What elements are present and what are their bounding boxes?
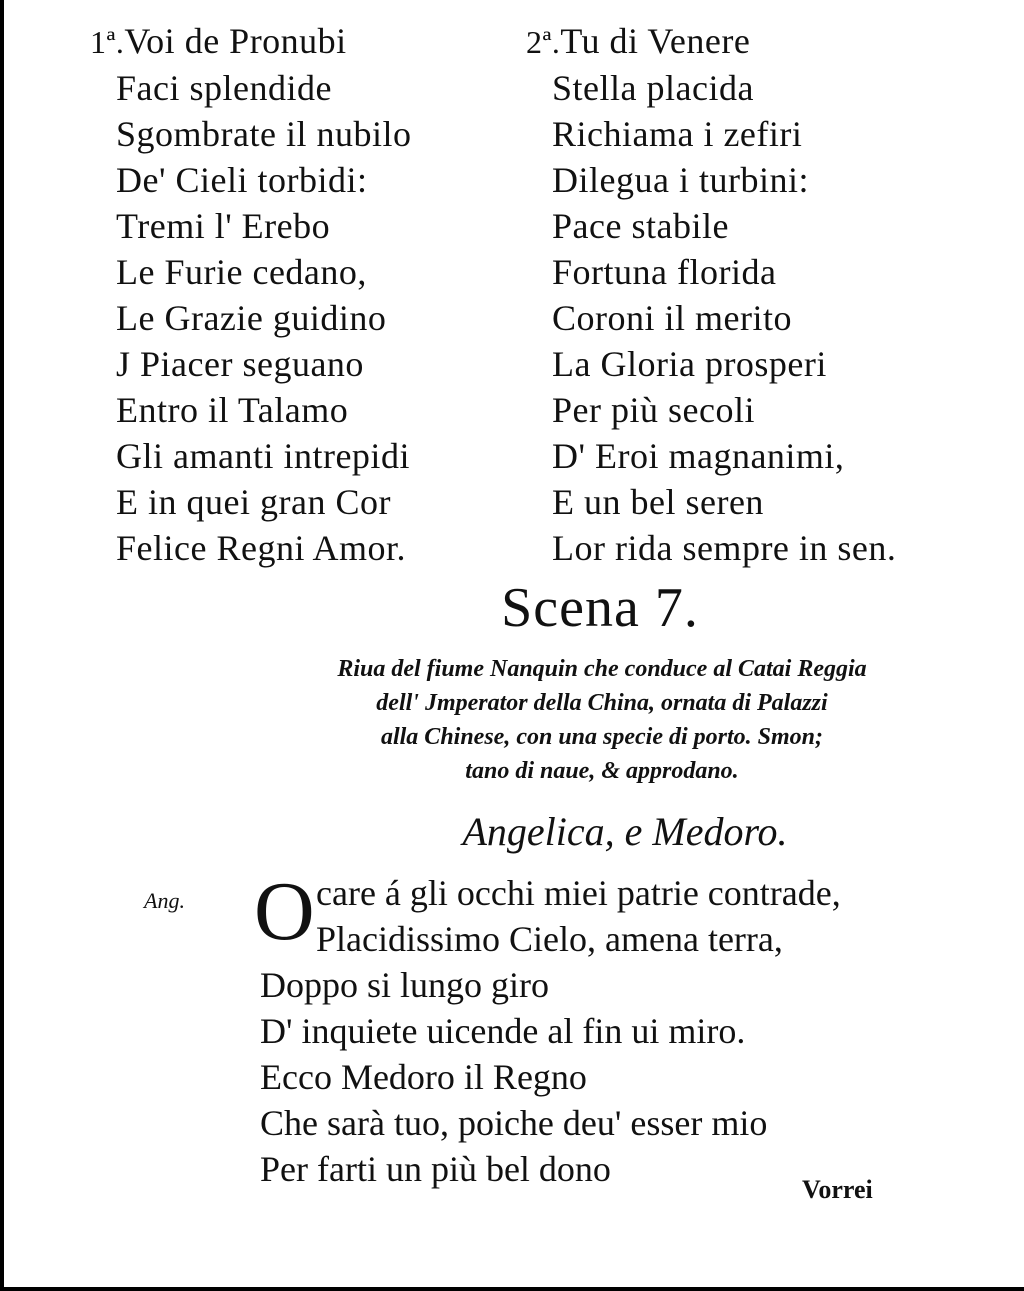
verse-line: 1ª.Voi de Pronubi <box>90 21 347 61</box>
stanza-number: 1ª. <box>90 24 125 60</box>
verse-line: E un bel seren <box>552 482 764 522</box>
verse-line: Tremi l' Erebo <box>116 206 331 246</box>
stage-direction-line: alla Chinese, con una specie di porto. Smon; <box>380 724 824 750</box>
dialogue-verse <box>260 870 841 1192</box>
catchword: Vorrei <box>802 1175 873 1204</box>
verse-line: Fortuna florida <box>552 252 777 292</box>
verse-line: Le Grazie guidino <box>116 298 387 338</box>
verse-line: E in quei gran Cor <box>116 482 391 522</box>
stage-direction-line: tano di naue, & approdano. <box>465 758 739 784</box>
verse-line: De' Cieli torbidi: <box>116 160 368 200</box>
drop-cap: O <box>254 865 315 958</box>
verse-line: Felice Regni Amor. <box>116 528 406 568</box>
verse-line: Entro il Talamo <box>116 390 349 430</box>
verse-line: Che sarà tuo, poiche deu' esser mio <box>260 1103 768 1143</box>
verse-line: Richiama i zefiri <box>552 114 803 154</box>
verse-line: Pace stabile <box>552 206 729 246</box>
verse-line: Gli amanti intrepidi <box>116 436 410 476</box>
right-verse-column <box>526 18 897 571</box>
verse-line: Per farti un più bel dono <box>260 1149 611 1189</box>
left-verse-column <box>90 18 412 571</box>
stage-direction-line: dell' Jmperator della China, ornata di Palazzi <box>376 690 828 716</box>
stage-direction <box>282 652 922 788</box>
verse-line: 2ª.Tu di Venere <box>526 21 751 61</box>
scan-shadow-bottom <box>0 1287 1024 1291</box>
verse-line: D' Eroi magnanimi, <box>552 436 845 476</box>
verse-line: J Piacer seguano <box>116 344 364 384</box>
verse-line: Ecco Medoro il Regno <box>260 1057 587 1097</box>
scan-shadow-left <box>0 0 4 1291</box>
speaker-label: Ang. <box>144 888 185 913</box>
verse-line: Coroni il merito <box>552 298 792 338</box>
verse-line: Stella placida <box>552 68 754 108</box>
verse-line: Sgombrate il nubilo <box>116 114 412 154</box>
verse-line: Placidissimo Cielo, amena terra, <box>316 919 783 959</box>
verse-line: Doppo si lungo giro <box>260 965 550 1005</box>
scene-title: Scena 7. <box>501 577 699 639</box>
verse-line: La Gloria prosperi <box>552 344 827 384</box>
verse-line: Faci splendide <box>116 68 332 108</box>
verse-line: Le Furie cedano, <box>116 252 367 292</box>
verse-line: Per più secoli <box>552 390 755 430</box>
verse-line: Dilegua i turbini: <box>552 160 809 200</box>
verse-line: D' inquiete uicende al fin ui miro. <box>260 1011 746 1051</box>
verse-line: Lor rida sempre in sen. <box>552 528 897 568</box>
stanza-number: 2ª. <box>526 24 561 60</box>
characters-heading: Angelica, e Medoro. <box>462 809 788 854</box>
stage-direction-line: Riua del fiume Nanquin che conduce al Catai Reggia <box>337 656 867 682</box>
verse-line: care á gli occhi miei patrie contrade, <box>316 873 841 913</box>
